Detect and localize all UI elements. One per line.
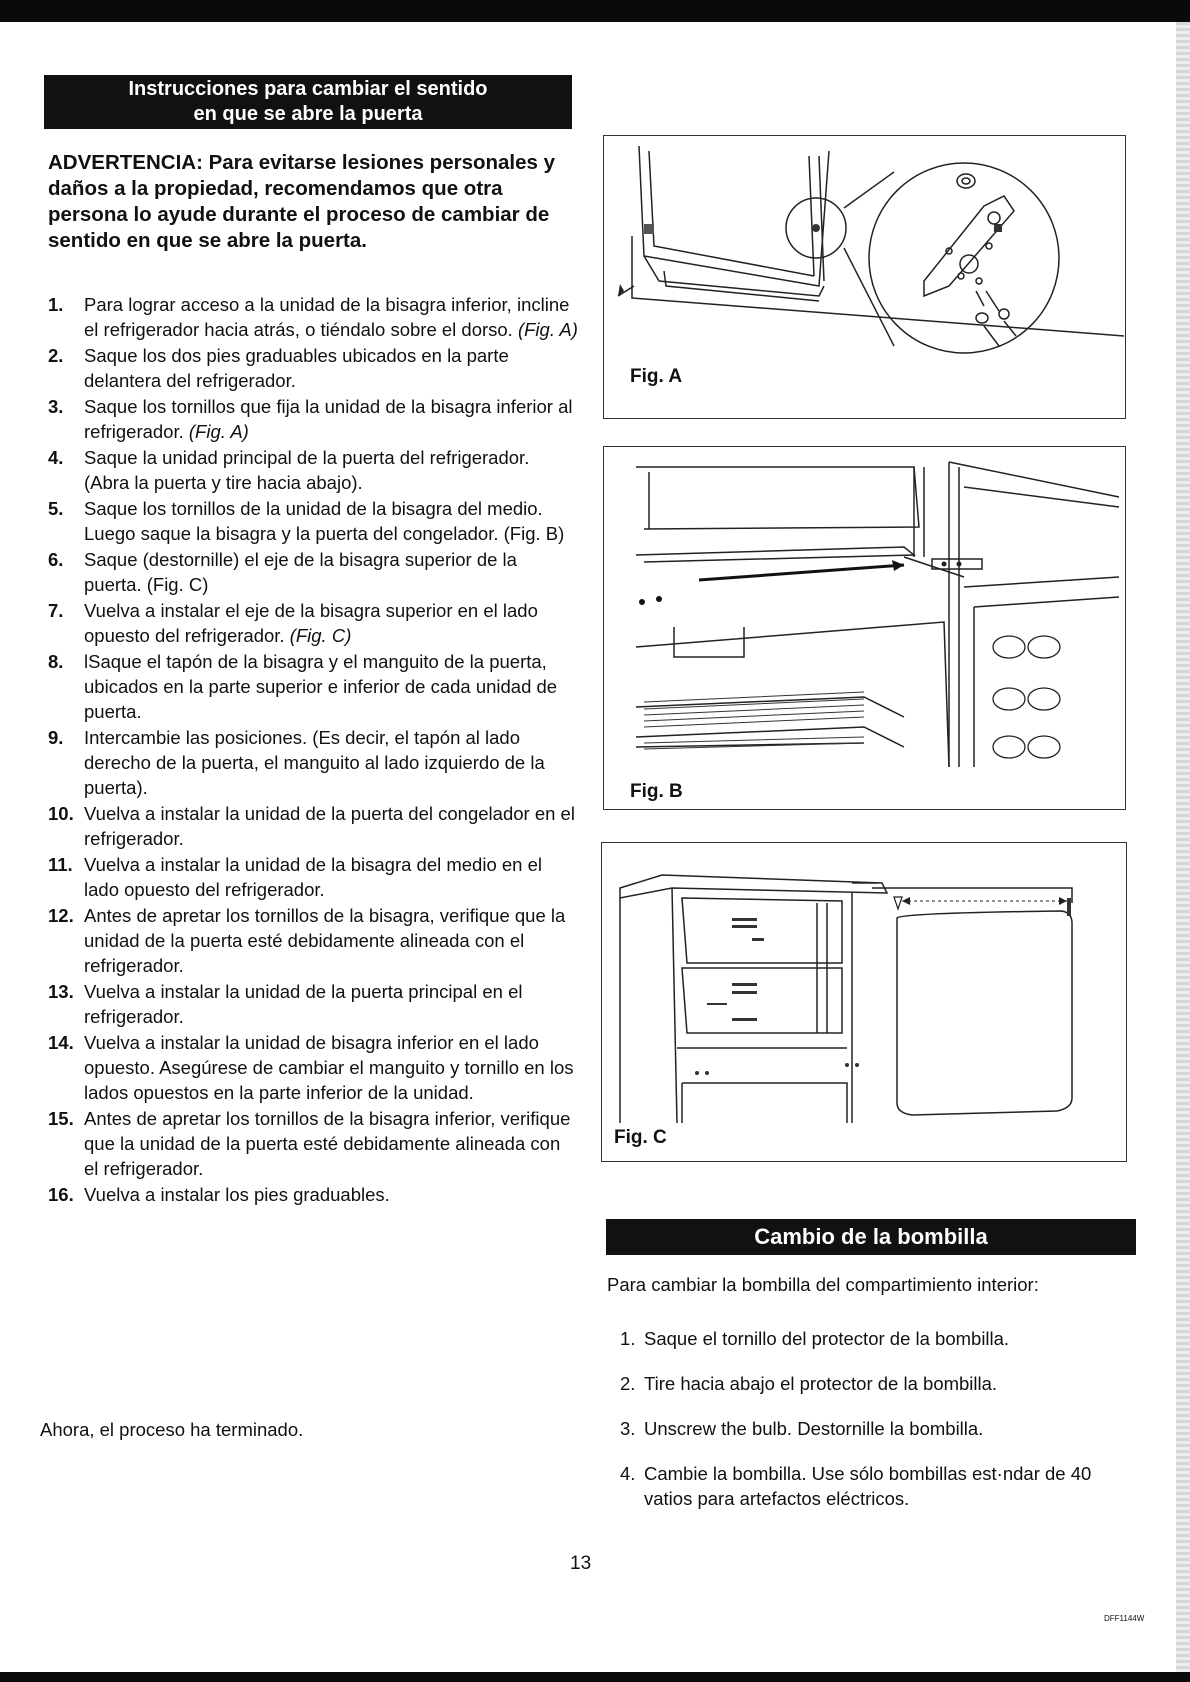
list-item: 13. Vuelva a instalar la unidad de la puerta principal en el refrigerador. [48,981,523,1027]
list-item: 4. Cambie la bombilla. Use sólo bombillas est·ndar de 40 vatios para artefactos eléctricos. [620,1463,1092,1509]
list-item: 1. Saque el tornillo del protector de la bombilla. [620,1328,1010,1349]
page-edge-shadow [1176,22,1190,1672]
section-title-banner [44,75,572,129]
list-item: 2. Tire hacia abajo el protector de la bombilla. [620,1373,998,1394]
list-item: 7. Vuelva a instalar el eje de la bisagra superior en el lado opuesto del refrigerador. (Fig. C) [48,600,538,646]
list-item: 15. Antes de apretar los tornillos de la bisagra inferior, verifique que la unidad de la puerta esté debidamente alineada con el refrigerador. [48,1108,571,1179]
list-item: 16. Vuelva a instalar los pies graduables. [48,1184,390,1205]
hinge-middle-illustration [604,447,1127,811]
list-item: 6. Saque (destornille) el eje de la bisagra superior de la puerta. (Fig. C) [48,549,517,595]
page-number: 13 [570,1553,592,1574]
list-item: 11. Vuelva a instalar la unidad de la bisagra del medio en el lado opuesto del refrigerador. [48,854,543,900]
bulb-steps [620,1326,1140,1531]
list-item: 8. lSaque el tapón de la bisagra y el manguito de la puerta, ubicados en la parte superior e inferior de cada unidad de puerta. [48,651,558,722]
model-code: DFF1144W [1104,1614,1145,1623]
list-item: 5. Saque los tornillos de la unidad de la bisagra del medio. Luego saque la bisagra y la puerta del congelador. (Fig. B) [48,498,565,544]
list-item: 1. Para lograr acceso a la unidad de la bisagra inferior, incline el refrigerador hacia atrás, o tiéndalo sobre el dorso. (Fig. A) [48,294,578,340]
warning-text: ADVERTENCIA: Para evitarse lesiones personales y daños a la propiedad, recomendamos que otra persona lo ayude durante el proceso de cambiar de sentido en que se abre la puerta. [48,151,556,252]
top-border [0,0,1190,22]
figure-c [601,842,1127,1162]
list-item: 3. Unscrew the bulb. Destornille la bombilla. [620,1418,984,1439]
hinge-top-illustration [602,843,1128,1163]
list-item: 4. Saque la unidad principal de la puerta del refrigerador. (Abra la puerta y tire hacia abajo). [48,447,530,493]
list-item: 3. Saque los tornillos que fija la unidad de la bisagra inferior al refrigerador. (Fig. A) [48,396,573,442]
section-title-line1: Instrucciones para cambiar el sentido [128,78,488,100]
figure-a-label: Fig. A [630,366,683,387]
list-item: 9. Intercambie las posiciones. (Es decir, el tapón al lado derecho de la puerta, el manguito al lado izquierdo de la puerta). [48,727,545,798]
bulb-section-title: Cambio de la bombilla [606,1219,1136,1255]
bottom-border [0,1672,1190,1682]
list-item: 10. Vuelva a instalar la unidad de la puerta del congelador en el refrigerador. [48,803,575,849]
hinge-bottom-illustration [604,136,1127,420]
figure-b-label: Fig. B [630,781,683,802]
section-title-line2: en que se abre la puerta [193,103,423,125]
list-item: 14. Vuelva a instalar la unidad de bisagra inferior en el lado opuesto. Asegúrese de cambiar el manguito y tornillo en los lados opuestos en la parte inferior de la unidad. [48,1032,574,1103]
list-item: 2. Saque los dos pies graduables ubicados en la parte delantera del refrigerador. [48,345,509,391]
door-reversal-steps [48,292,578,1208]
figure-a [603,135,1126,419]
bulb-intro-text: Para cambiar la bombilla del compartimiento interior: [607,1274,1039,1295]
figure-c-label: Fig. C [614,1127,667,1148]
list-item: 12. Antes de apretar los tornillos de la bisagra, verifique que la unidad de la puerta esté debidamente alineada con el refrigerador. [48,905,566,976]
closing-text: Ahora, el proceso ha terminado. [40,1419,304,1440]
figure-b [603,446,1126,810]
